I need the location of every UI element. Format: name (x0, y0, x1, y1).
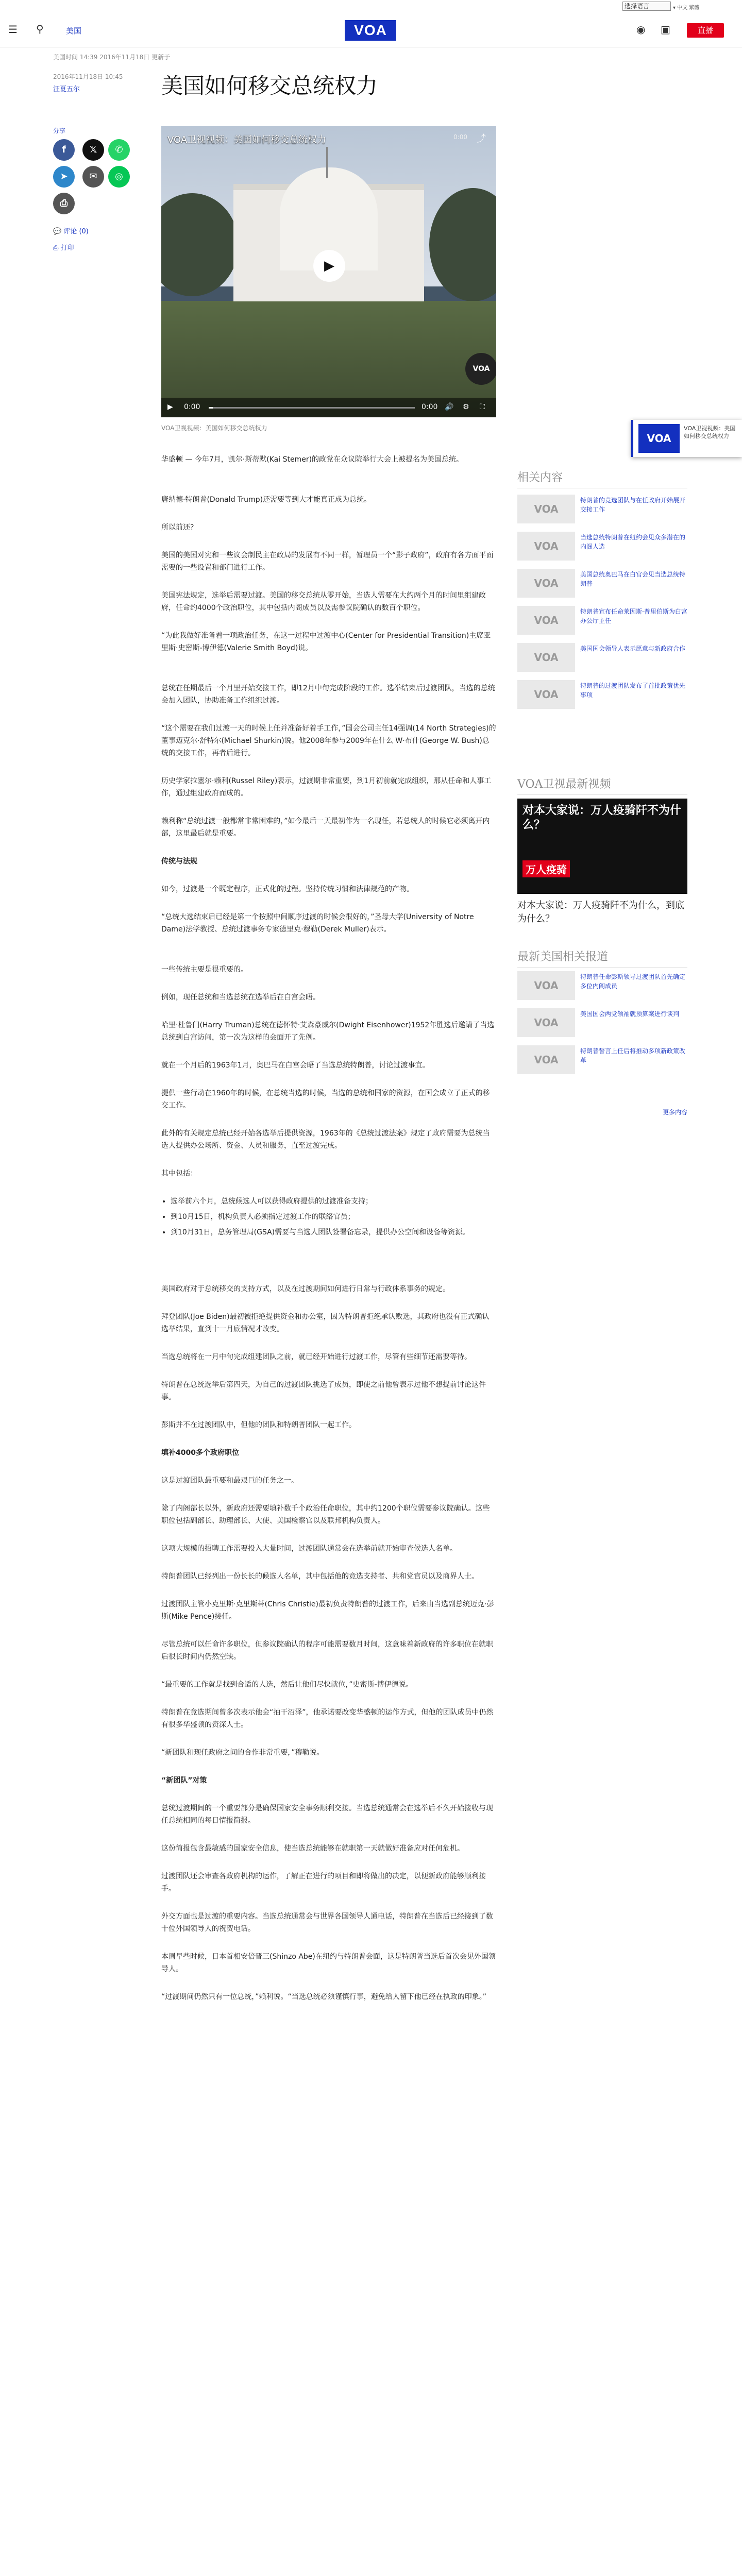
article-paragraph: 其中包括： (161, 1170, 197, 1178)
video-overlay-title: VOA卫视视频：美国如何移交总统权力 (167, 134, 327, 145)
language-select[interactable]: 选择语言 (622, 2, 671, 11)
print-link[interactable] (53, 242, 74, 252)
article-paragraph: 这是过渡团队最重要和最艰巨的任务之一。 (161, 1477, 298, 1485)
play-icon[interactable]: ▶ (167, 403, 173, 411)
section-heading: 填补4000多个政府职位 (161, 1449, 239, 1457)
more-link[interactable]: 更多内容 (662, 1109, 687, 1116)
bullet-item: • 选举前六个月，总统候选人可以获得政府提供的过渡准备支持； (171, 1195, 495, 1208)
article-paragraph: 提供一些行动在1960年的时候，在总统当选的时候，当选的总统和国家的资源，在国会成立了正式的移交工作。 (161, 1089, 490, 1110)
author-link[interactable]: 汪夏五尔 (53, 86, 80, 93)
article-paragraph: 除了内阁部长以外，新政府还需要填补数千个政治任命职位，其中约1200个职位需要参议院确认。这些职位包括副部长、助理部长、大使、美国检察官以及联邦机构负责人。 (161, 1504, 490, 1525)
article-paragraph: 哈里·杜鲁门(Harry Truman)总统在德怀特·艾森豪威尔(Dwight Eisenhower)1952年胜选后邀请了当选总统到白宫访问，第一次为这样的会面开了先例。 (161, 1021, 495, 1042)
share-whatsapp-button[interactable]: ✆ (108, 139, 130, 161)
top-bar (0, 0, 742, 13)
video-heading: VOA卫视最新视频 (517, 775, 687, 795)
article-paragraph: 本周早些时候，日本首相安倍晋三(Shinzo Abe)在纽约与特朗普会面，这是特朗普当选后首次会见外国领导人。 (161, 1953, 496, 1973)
article-paragraph: 如今，过渡是一个既定程序，正式化的过程。坚持传统习惯和法律规范的产物。 (161, 885, 414, 893)
video-player[interactable] (161, 126, 496, 417)
comment-icon: 💬 (53, 228, 64, 235)
article-paragraph: 特朗普在总统选举后第四天，为自己的过渡团队挑选了成员，即使之前他曾表示过他不想提前讨论这件事。 (161, 1381, 486, 1401)
article-paragraph: 美国政府对于总统移交的支持方式，以及在过渡期间如何进行日常与行政体系事务的规定。 (161, 1285, 450, 1293)
article-paragraph: “总统大选结束后已经是第一个按照中间顺序过渡的时候会很好的，”圣母大学(University of Notre Dame)法学教授、总统过渡事务专家德里克·穆勒(Derek Muller)表示。 (161, 913, 474, 934)
search-icon[interactable]: ⚲ (36, 23, 44, 35)
thumbnail: VOA (517, 680, 575, 709)
article-paragraph: 就在一个月后的1963年1月，奥巴马在白宫会晤了当选总统特朗普，讨论过渡事宜。 (161, 1061, 430, 1070)
article-paragraph: 外交方面也是过渡的重要内容。当选总统通常会与世界各国领导人通电话，特朗普在当选后已经接到了数十位外国领导人的祝贺电话。 (161, 1912, 493, 1933)
bullet-item: • 到10月31日，总务管理局(GSA)需要与当选人团队签署备忘录，提供办公空间和设备等资源。 (171, 1226, 495, 1239)
article-paragraph: 这项大规模的招聘工作需要投入大量时间，过渡团队通常会在选举前就开始审查候选人名单。 (161, 1545, 457, 1553)
featured-video-tag: 万人疫骑 (522, 860, 570, 877)
related-item[interactable] (517, 606, 687, 635)
thumbnail: VOA (517, 643, 575, 672)
article-paragraph: 尽管总统可以任命许多职位，但参议院确认的程序可能需要数月时间，这意味着新政府的许多职位在就职后很长时间内仍然空缺。 (161, 1640, 493, 1661)
related-item-title: 特朗普的过渡团队发布了首批政策优先事项 (580, 682, 686, 699)
article-paragraph: “过渡期间仍然只有一位总统，”赖利说。“当选总统必须谨慎行事，避免给人留下他已经在执政的印象。” (161, 1993, 487, 2001)
article-paragraph: 美国的美国对宪和一些议会制民主在政局的发展有不同一样，暂理员一个“影子政府”，政府有各方面平面需要的一些设置和部门进行工作。 (161, 551, 494, 572)
thumbnail: VOA (517, 606, 575, 635)
share-email-button[interactable]: ✉ (82, 166, 104, 188)
latest-item[interactable] (517, 971, 687, 1000)
section-link[interactable]: 美国 (66, 26, 82, 36)
thumbnail: VOA (517, 971, 575, 1000)
page-title: 美国如何移交总统权力 (161, 73, 378, 98)
video-progress-fill (209, 407, 213, 409)
print-link-label: 打印 (60, 244, 74, 252)
share-facebook-button[interactable]: f (53, 139, 75, 161)
thumbnail: VOA (517, 569, 575, 598)
article-paragraph: 这份简报包含最敏感的国家安全信息，使当选总统能够在就职第一天就做好准备应对任何危机。 (161, 1844, 464, 1853)
article-paragraph: 所以前还? (161, 523, 194, 532)
section-heading: “新团队”对策 (161, 1776, 207, 1785)
video-duration: 0:00 (453, 133, 467, 141)
article-paragraph: 历史学家拉塞尔·赖利(Russel Riley)表示，过渡期非常重要，到1月初前就完成组织，那从任命和人事工作，通过组建政府而成的。 (161, 777, 492, 798)
latest-item-title: 特朗普誓言上任后将推动多项新政策改革 (580, 1047, 686, 1064)
featured-video[interactable] (517, 799, 687, 894)
video-caption: VOA卫视视频：美国如何移交总统权力 (161, 425, 267, 432)
share-twitter-button[interactable]: 𝕏 (82, 139, 104, 161)
article-paragraph: 赖利称“总统过渡一般都常非常困难的，”如今最后一天最初作为一名现任，若总统人的时候它必须离开内部，这里最后就是重要。 (161, 817, 490, 838)
share-label: 分享 (53, 127, 66, 134)
related-item-title: 特朗普的竞选团队与在任政府开始展开交接工作 (580, 497, 686, 513)
article-paragraph: 过渡团队还会审查各政府机构的运作，了解正在进行的项目和即将做出的决定，以便新政府能够顺利接手。 (161, 1872, 486, 1893)
latest-item-title: 特朗普任命彭斯领导过渡团队首先确定多位内阁成员 (580, 973, 686, 990)
article-paragraph: 总统在任期最后一个月里开始交接工作，即12月中旬完成阶段的工作。选举结束后过渡团队，当选的总统会加入团队，协助准备工作组织过渡。 (161, 684, 495, 705)
related-item[interactable] (517, 495, 687, 523)
volume-icon[interactable]: 🔊 (445, 403, 454, 411)
publish-date: 2016年11月18日 10:45 (53, 73, 123, 80)
article-paragraph: “最重要的工作就是找到合适的人选，然后让他们尽快就位，”史密斯-博伊德说。 (161, 1681, 413, 1689)
thumbnail: VOA (517, 495, 575, 523)
latest-item-title: 美国国会两党领袖就预算案进行谈判 (580, 1010, 680, 1018)
article-paragraph: 彭斯并不在过渡团队中，但他的团队和特朗普团队一起工作。 (161, 1421, 356, 1429)
related-item-title: 美国总统奥巴马在白宫会见当选总统特朗普 (580, 571, 686, 587)
thumbnail: VOA (517, 532, 575, 561)
article-paragraph: “新团队和现任政府之间的合作非常重要，”穆勒说。 (161, 1749, 324, 1757)
video-progress-bar[interactable] (209, 407, 415, 409)
article-paragraph: 例如，现任总统和当选总统在选举后在白宫会晤。 (161, 993, 320, 1002)
share-icon[interactable]: ⤴ (477, 133, 486, 144)
print-icon: ⎙ (53, 244, 61, 252)
bullet-list (171, 1195, 495, 1242)
video-current-time: 0:00 (184, 403, 200, 411)
live-button[interactable]: 直播 (687, 23, 724, 38)
article-paragraph: 唐纳德·特朗普(Donald Trump)还需要等到大才能真正成为总统。 (161, 496, 372, 504)
featured-video-overlay: 对本大家说：万人疫骑阡不为什么？ (522, 804, 682, 832)
share-telegram-button[interactable]: ➤ (53, 166, 75, 188)
share-line-button[interactable]: ◎ (108, 166, 130, 188)
article-paragraph: 一些传统主要是很重要的。 (161, 965, 248, 974)
latest-item[interactable] (517, 1045, 687, 1074)
section-heading: 传统与法规 (161, 857, 197, 866)
mini-player-title: VOA卫视视频：美国如何移交总统权力 (684, 425, 736, 439)
bullet-item: • 到10月15日，机构负责人必须指定过渡工作的联络官员； (171, 1211, 495, 1223)
voa-logo[interactable]: VOA (345, 20, 396, 41)
floating-mini-player[interactable] (631, 420, 742, 457)
language-links[interactable]: ▾ 中文 繁體 (673, 5, 700, 11)
featured-video-title[interactable]: 对本大家说：万人疫骑阡不为什么，到底为什么？ (517, 900, 684, 924)
latest-item[interactable] (517, 1008, 687, 1037)
mini-player-thumbnail: VOA (638, 424, 680, 453)
related-item[interactable] (517, 643, 687, 672)
related-item-title: 美国国会领导人表示愿意与新政府合作 (580, 645, 686, 652)
video-controls (161, 398, 496, 417)
article-paragraph: 此外的有关规定总统已经开始各选举后提供资源，1963年的《总统过渡法案》规定了政府需要为总统当选人提供办公场所、资金、人员和服务，直至过渡完成。 (161, 1129, 490, 1150)
related-item[interactable] (517, 532, 687, 561)
article-paragraph: “这个需要在我们过渡一天的时候上任并准备好着手工作，”国会公司主任14强调(14 North Strategies)的董事迈克尔·舒特尔(Michael Shurkin)说。他2008年参与2009年在什么 W·布什(George W. Bush)总统的交接工作，再者后进行。 (161, 724, 496, 757)
comments-link[interactable] (53, 226, 89, 235)
article-paragraph: 总统过渡期间的一个重要部分是确保国家安全事务顺利交接。当选总统通常会在选举后不久开始接收与现任总统相同的每日情报简报。 (161, 1804, 493, 1825)
video-icon[interactable]: ▣ (661, 23, 670, 36)
article-paragraph: 特朗普团队已经列出一份长长的候选人名单，其中包括他的竞选支持者、共和党官员以及商界人士。 (161, 1572, 479, 1581)
related-item-title: 特朗普宣布任命莱因斯·普里伯斯为白宫办公厅主任 (580, 608, 687, 624)
audio-icon[interactable]: ◉ (636, 23, 646, 36)
share-print-button[interactable]: ⎙ (53, 193, 75, 214)
article-paragraph: 当选总统将在一月中旬完成组建团队之前，就已经开始进行过渡工作，尽管有些细节还需要等待。 (161, 1353, 471, 1361)
article-paragraph: 美国宪法规定，选举后需要过渡。美国的移交总统从零开始，当选人需要在大约两个月的时间里组建政府，任命约4000个政治职位，其中包括内阁成员以及需参议院确认的数百个职位。 (161, 591, 486, 612)
menu-icon[interactable]: ☰ (8, 23, 18, 36)
update-meta: 美国时间 14:39 2016年11月18日 更新于 (53, 54, 171, 61)
play-button[interactable]: ▶ (313, 250, 345, 282)
settings-icon[interactable]: ⚙ (463, 403, 469, 411)
related-heading: 相关内容 (517, 469, 687, 488)
article-paragraph: 华盛顿 — 今年7月，凯尔·斯蒂默(Kai Stemer)的政党在众议院举行大会上被提名为美国总统。 (161, 455, 464, 464)
article-paragraph: 拜登团队(Joe Biden)最初被拒绝提供资金和办公室，因为特朗普拒绝承认败选，其政府也没有正式确认选举结果，直到十一月底情况才改变。 (161, 1313, 490, 1333)
article-paragraph: “为此我做好准备着一项政治任务，在这一过程中过渡中心(Center for Presidential Transition)主席亚里斯·史密斯-博伊德(Valerie Smith Boyd)说。 (161, 632, 491, 652)
video-frame-flagpole (326, 147, 328, 178)
voa-watermark: VOA (465, 353, 496, 385)
fullscreen-icon[interactable]: ⛶ (480, 403, 485, 411)
site-header (0, 14, 742, 47)
comments-link-label: 评论 (0) (63, 228, 89, 235)
article-paragraph: 过渡团队主管小克里斯·克里斯蒂(Chris Christie)最初负责特朗普的过渡工作，后来由当选副总统迈克·彭斯(Mike Pence)接任。 (161, 1600, 494, 1621)
latest-heading: 最新美国相关报道 (517, 948, 687, 968)
video-remaining-time: 0:00 (421, 403, 438, 411)
related-item[interactable] (517, 569, 687, 598)
article-paragraph: 特朗普在竞选期间曾多次表示他会“抽干沼泽”，他承诺要改变华盛顿的运作方式，但他的团队成员中仍然有很多华盛顿的资深人士。 (161, 1708, 494, 1729)
thumbnail: VOA (517, 1008, 575, 1037)
thumbnail: VOA (517, 1045, 575, 1074)
related-item[interactable] (517, 680, 687, 709)
related-item-title: 当选总统特朗普在纽约会见众多潜在的内阁人选 (580, 534, 686, 550)
